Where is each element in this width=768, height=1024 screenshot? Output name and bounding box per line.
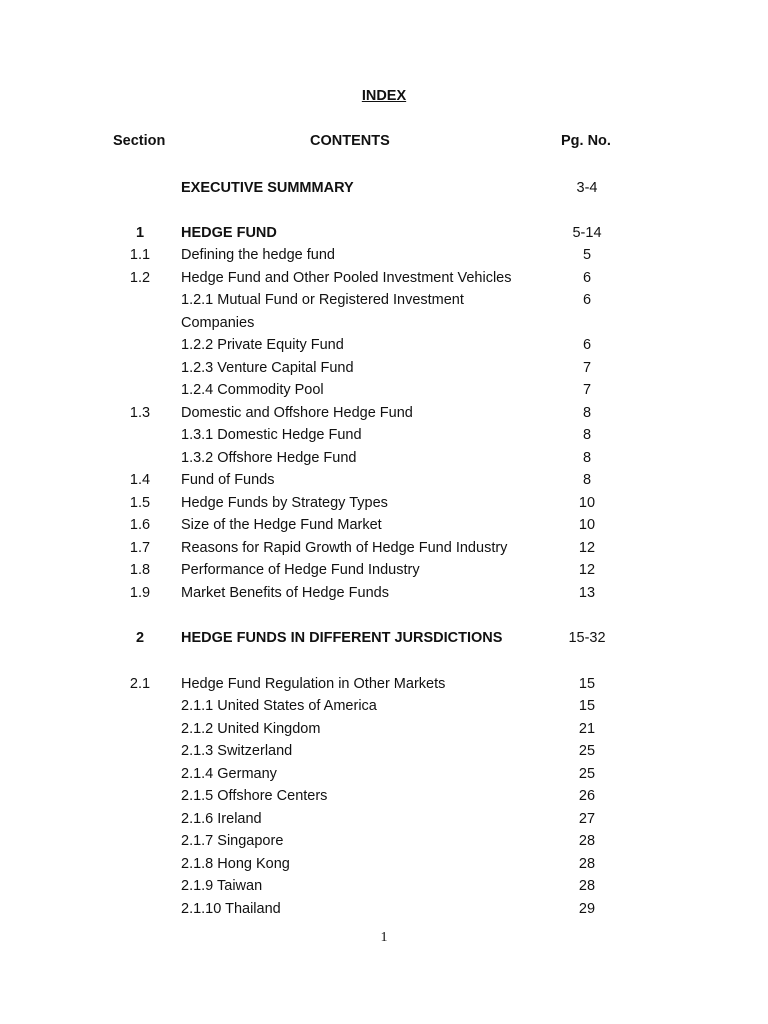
toc-section-number: 1 [135,225,145,241]
toc-row [0,357,768,379]
toc-page-number: 15-32 [568,630,606,646]
toc-entry-title: 1.2.4 Commodity Pool [181,382,324,398]
toc-entry-title: Hedge Fund Regulation in Other Markets [181,676,446,692]
toc-entry-title: HEDGE FUNDS IN DIFFERENT JURSDICTIONS [181,630,503,646]
toc-row [0,695,768,717]
toc-row [0,808,768,830]
toc-page-number: 6 [582,292,592,308]
toc-row [0,379,768,401]
toc-page-number: 8 [582,472,592,488]
toc-row-chapter-1 [0,222,768,244]
toc-page-number: 21 [578,721,596,737]
toc-entry-title: 2.1.9 Taiwan [181,878,263,894]
toc-page-number: 28 [578,878,596,894]
toc-section-number: 1.4 [129,472,151,488]
toc-entry-title: Defining the hedge fund [181,247,335,263]
toc-entry-title: Size of the Hedge Fund Market [181,517,382,533]
page-number-footer: 1 [380,930,388,945]
toc-row [0,853,768,875]
toc-page-number: 25 [578,743,596,759]
toc-section-number: 1.7 [129,540,151,556]
toc-page-number: 28 [578,833,596,849]
toc-section-number: 1.3 [129,405,151,421]
toc-page-number: 7 [582,382,592,398]
toc-row [0,469,768,491]
toc-entry-title: 2.1.8 Hong Kong [181,856,290,872]
toc-page-number: 13 [578,585,596,601]
toc-row [0,559,768,581]
toc-section-number: 2.1 [129,676,151,692]
toc-page-number: 5 [582,247,592,263]
toc-page-number: 25 [578,766,596,782]
toc-row [0,244,768,266]
toc-section-number: 1.9 [129,585,151,601]
toc-entry-title: Domestic and Offshore Hedge Fund [181,405,413,421]
toc-page-number: 15 [578,698,596,714]
toc-page-number: 10 [578,495,596,511]
toc-row-executive-summary [0,177,768,199]
toc-entry-title: HEDGE FUND [181,225,277,241]
toc-row [0,582,768,604]
toc-page-number: 3-4 [576,180,598,196]
toc-entry-title: 1.2.3 Venture Capital Fund [181,360,354,376]
toc-row [0,312,768,334]
toc-row [0,673,768,695]
toc-page-number: 8 [582,405,592,421]
toc-entry-title: 2.1.5 Offshore Centers [181,788,328,804]
toc-section-number: 1.5 [129,495,151,511]
toc-page-number: 12 [578,562,596,578]
contents-column-header: CONTENTS [310,133,390,149]
toc-row [0,763,768,785]
toc-row [0,898,768,920]
toc-entry-title: Reasons for Rapid Growth of Hedge Fund Industry [181,540,508,556]
toc-section-number: 1.6 [129,517,151,533]
toc-row [0,289,768,311]
toc-page-number: 8 [582,450,592,466]
toc-row [0,830,768,852]
toc-entry-title: 1.3.2 Offshore Hedge Fund [181,450,357,466]
toc-entry-title: 1.3.1 Domestic Hedge Fund [181,427,362,443]
toc-page-number: 5-14 [572,225,602,241]
toc-entry-title: 1.2.2 Private Equity Fund [181,337,344,353]
toc-entry-title: 1.2.1 Mutual Fund or Registered Investment [181,292,464,308]
toc-section-number: 1.1 [129,247,151,263]
toc-page-number: 10 [578,517,596,533]
toc-row [0,740,768,762]
section-column-header: Section [113,133,166,149]
toc-entry-title: Hedge Funds by Strategy Types [181,495,388,511]
toc-page-number: 8 [582,427,592,443]
toc-page-number: 27 [578,811,596,827]
toc-entry-title: Performance of Hedge Fund Industry [181,562,420,578]
toc-row [0,334,768,356]
toc-entry-title: 2.1.4 Germany [181,766,277,782]
toc-entry-title: 2.1.7 Singapore [181,833,284,849]
toc-entry-title: 2.1.6 Ireland [181,811,262,827]
toc-section-number: 1.2 [129,270,151,286]
toc-row [0,402,768,424]
toc-entry-title: 2.1.2 United Kingdom [181,721,321,737]
toc-page-number: 6 [582,337,592,353]
toc-row [0,424,768,446]
toc-entry-title: EXECUTIVE SUMMMARY [181,180,354,196]
toc-entry-title: Fund of Funds [181,472,275,488]
toc-row-chapter-2 [0,627,768,649]
toc-entry-title: Market Benefits of Hedge Funds [181,585,389,601]
toc-row [0,267,768,289]
toc-row [0,875,768,897]
toc-page-number: 29 [578,901,596,917]
toc-row [0,514,768,536]
toc-section-number: 1.8 [129,562,151,578]
toc-row [0,785,768,807]
toc-entry-title: 2.1.10 Thailand [181,901,281,917]
toc-row [0,718,768,740]
toc-page-number: 12 [578,540,596,556]
toc-row [0,492,768,514]
toc-page-number: 6 [582,270,592,286]
toc-page-number: 28 [578,856,596,872]
index-title: INDEX [361,88,407,104]
toc-entry-title: 2.1.1 United States of America [181,698,377,714]
page-number-column-header: Pg. No. [561,133,611,149]
toc-entry-title: Companies [181,315,255,331]
toc-page-number: 26 [578,788,596,804]
toc-page-number: 15 [578,676,596,692]
toc-page-number: 7 [582,360,592,376]
toc-row [0,537,768,559]
toc-entry-title: 2.1.3 Switzerland [181,743,293,759]
toc-section-number: 2 [135,630,145,646]
toc-row [0,447,768,469]
toc-entry-title: Hedge Fund and Other Pooled Investment Vehicles [181,270,512,286]
